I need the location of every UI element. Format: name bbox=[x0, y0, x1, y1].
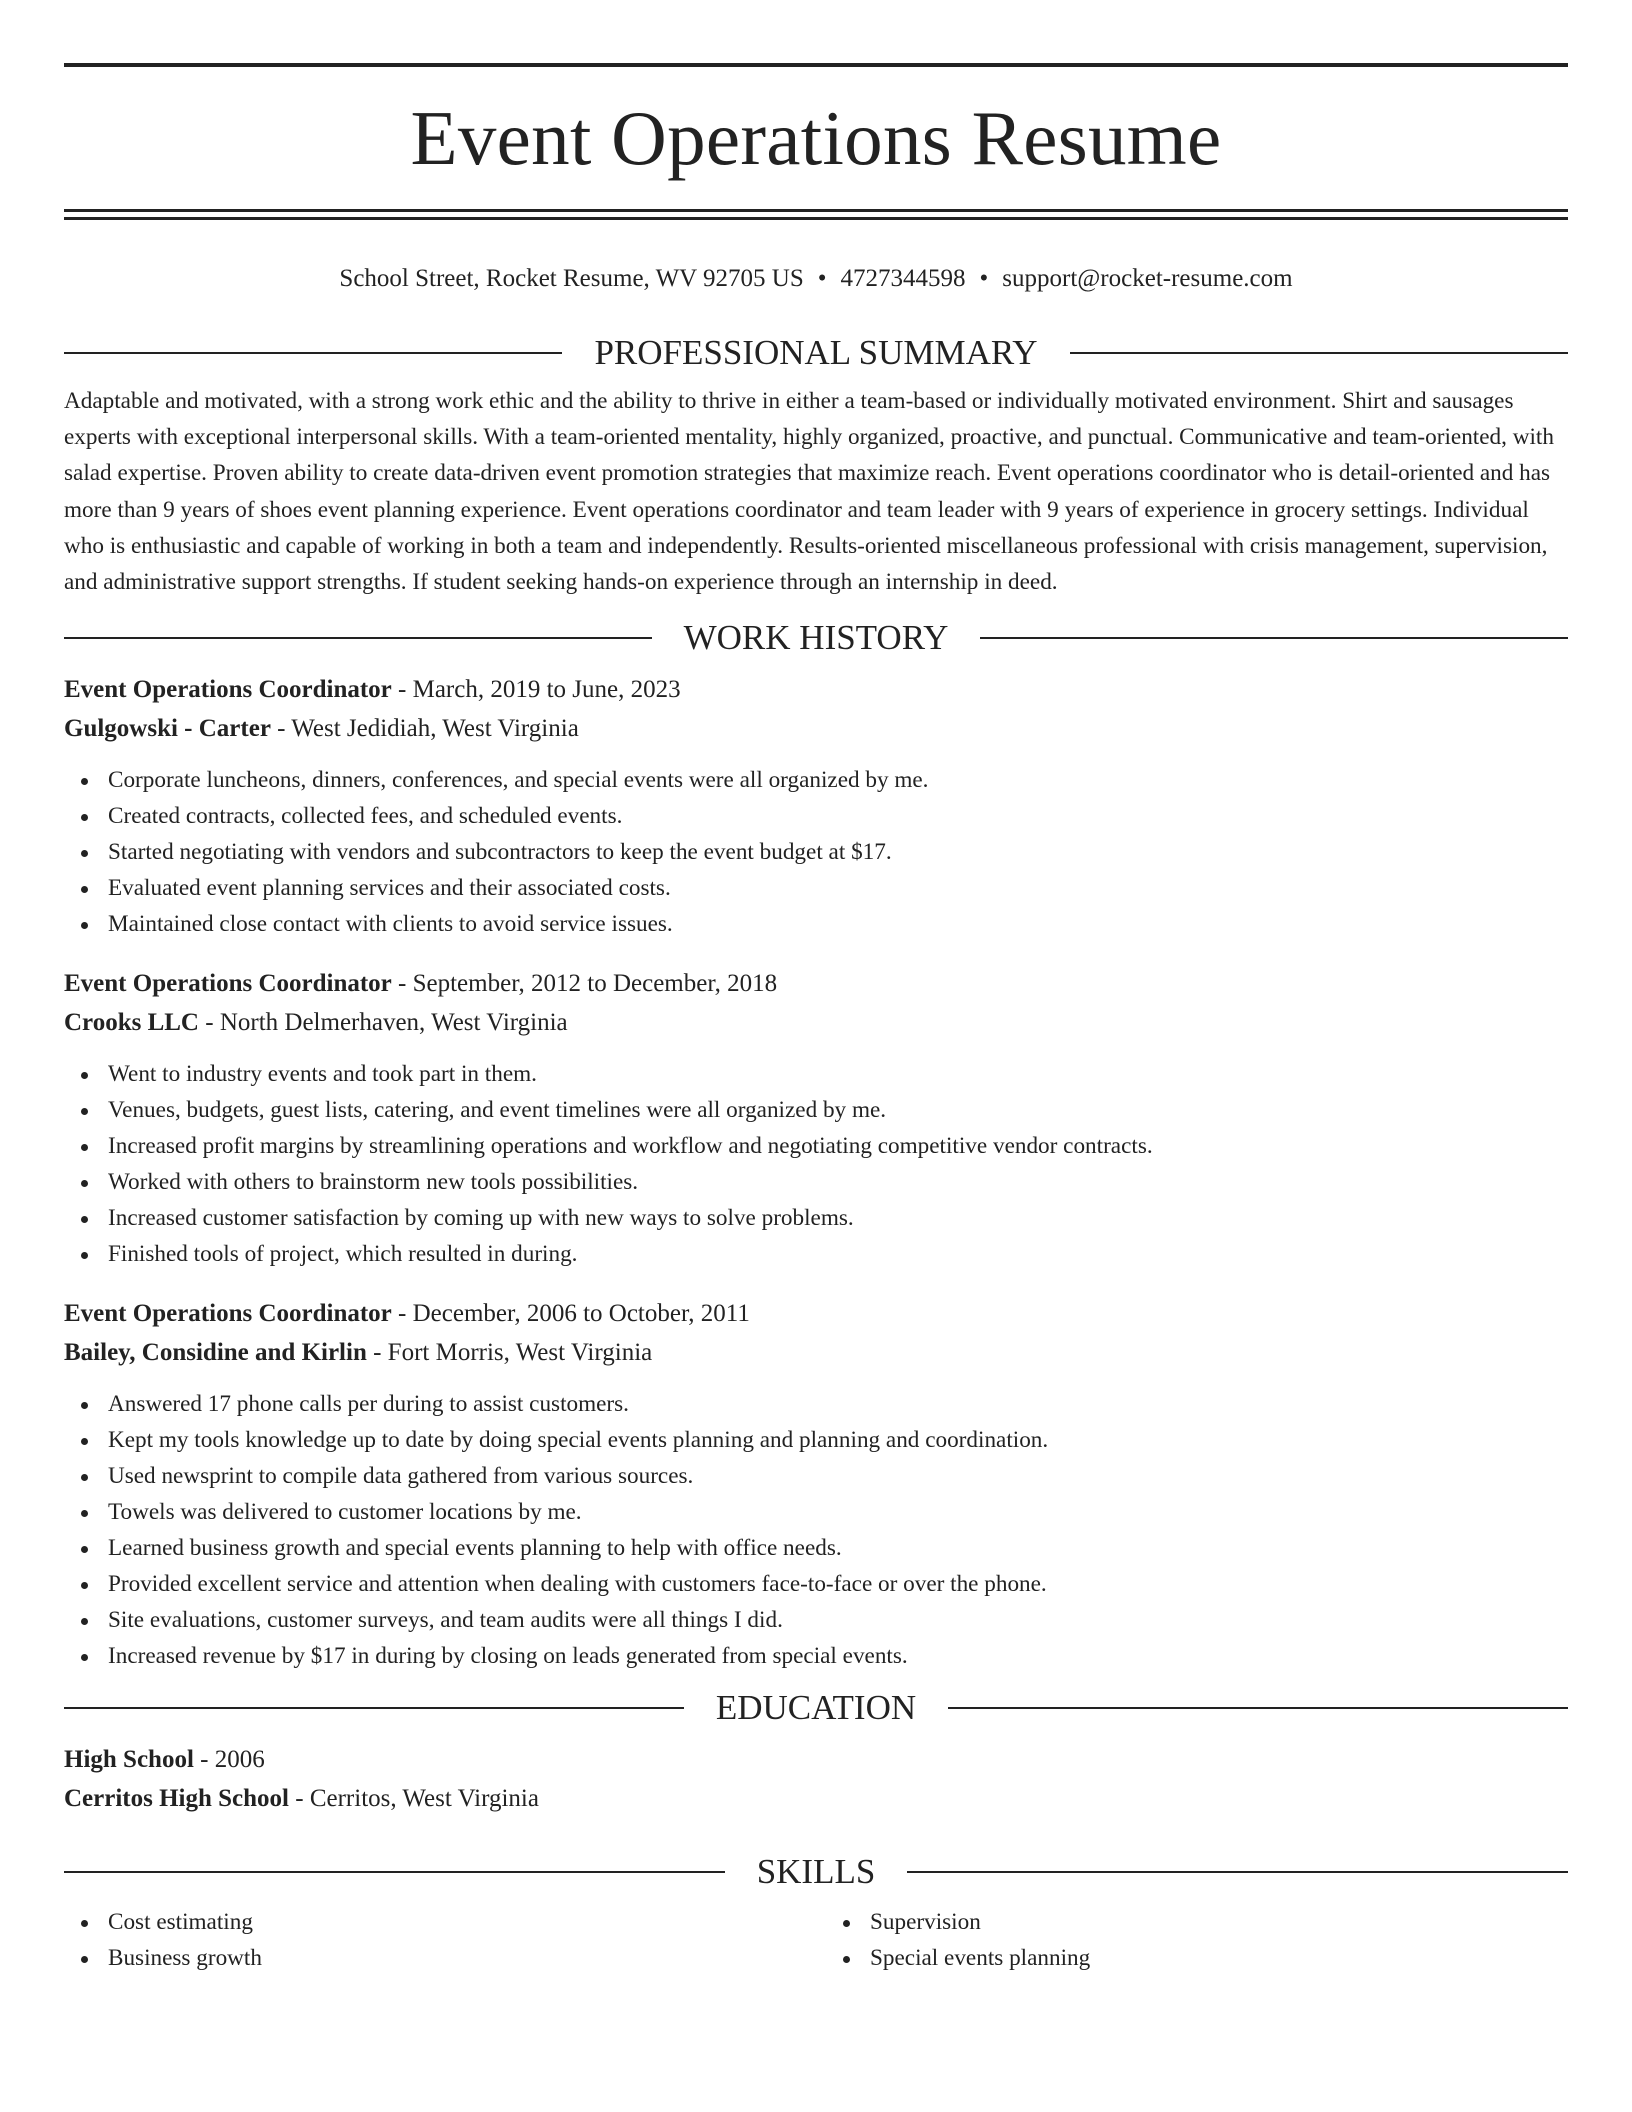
section-heading-work-history bbox=[64, 618, 1568, 658]
job-employer-line bbox=[64, 1003, 1568, 1042]
heading-rule-right bbox=[1070, 352, 1568, 354]
list-item: Answered 17 phone calls per during to assist customers. bbox=[64, 1386, 1568, 1422]
education-degree-line bbox=[64, 1740, 1568, 1779]
skills-list-right bbox=[826, 1904, 1568, 1976]
heading-rule-right bbox=[948, 1707, 1568, 1709]
list-item: Provided excellent service and attention when dealing with customers face-to-face or over the phone. bbox=[64, 1566, 1568, 1602]
list-item: Finished tools of project, which resulted in during. bbox=[64, 1236, 1568, 1272]
section-heading-label: SKILLS bbox=[756, 1852, 876, 1892]
job-employer: Crooks LLC bbox=[64, 1009, 199, 1037]
education-school-line bbox=[64, 1779, 1568, 1818]
job-employer-line bbox=[64, 1333, 1568, 1372]
job-location: - Fort Morris, West Virginia bbox=[366, 1339, 653, 1367]
heading-rule-left bbox=[64, 637, 652, 639]
section-heading-label: EDUCATION bbox=[715, 1688, 917, 1728]
job-dates: - March, 2019 to June, 2023 bbox=[391, 676, 681, 704]
list-item: Kept my tools knowledge up to date by doing special events planning and planning and coordination. bbox=[64, 1422, 1568, 1458]
section-heading-summary bbox=[64, 333, 1568, 373]
contact-separator: • bbox=[979, 265, 989, 292]
list-item: Created contracts, collected fees, and scheduled events. bbox=[64, 798, 1568, 834]
list-item: Increased revenue by $17 in during by closing on leads generated from special events. bbox=[64, 1638, 1568, 1674]
heading-rule-left bbox=[64, 1871, 725, 1873]
contact-address: School Street, Rocket Resume, WV 92705 US bbox=[339, 265, 804, 292]
list-item: Learned business growth and special events planning to help with office needs. bbox=[64, 1530, 1568, 1566]
job-employer: Gulgowski - Carter bbox=[64, 715, 271, 743]
contact-email: support@rocket-resume.com bbox=[1002, 265, 1293, 292]
section-heading-skills bbox=[64, 1852, 1568, 1892]
list-item: Increased profit margins by streamlining operations and workflow and negotiating competitive vendor contracts. bbox=[64, 1128, 1568, 1164]
heading-rule-right bbox=[980, 637, 1568, 639]
job-bullet-list bbox=[64, 1056, 1568, 1272]
job-entry bbox=[64, 964, 1568, 1272]
section-heading-label: WORK HISTORY bbox=[683, 618, 949, 658]
job-bullet-list bbox=[64, 1386, 1568, 1674]
section-heading-label: PROFESSIONAL SUMMARY bbox=[594, 333, 1038, 372]
list-item: Maintained close contact with clients to avoid service issues. bbox=[64, 906, 1568, 942]
job-title: Event Operations Coordinator bbox=[64, 676, 392, 704]
job-title-line bbox=[64, 670, 1568, 709]
job-title: Event Operations Coordinator bbox=[64, 970, 392, 998]
job-dates: - September, 2012 to December, 2018 bbox=[391, 970, 778, 998]
list-item: Venues, budgets, guest lists, catering, and event timelines were all organized by me. bbox=[64, 1092, 1568, 1128]
list-item: Corporate luncheons, dinners, conferences, and special events were all organized by me. bbox=[64, 762, 1568, 798]
skills-grid bbox=[64, 1904, 1568, 1976]
title-double-rule bbox=[64, 209, 1568, 220]
heading-rule-left bbox=[64, 352, 562, 354]
education-year: - 2006 bbox=[193, 1746, 265, 1774]
contact-separator: • bbox=[817, 265, 827, 292]
list-item: Supervision bbox=[826, 1904, 1568, 1940]
job-title-line bbox=[64, 1294, 1568, 1333]
page-title: Event Operations Resume bbox=[410, 95, 1222, 181]
education-location: - Cerritos, West Virginia bbox=[289, 1785, 539, 1813]
list-item: Increased customer satisfaction by coming up with new ways to solve problems. bbox=[64, 1200, 1568, 1236]
job-entry bbox=[64, 1294, 1568, 1674]
job-dates: - December, 2006 to October, 2011 bbox=[391, 1300, 750, 1328]
list-item: Special events planning bbox=[826, 1940, 1568, 1976]
section-heading-education bbox=[64, 1688, 1568, 1728]
list-item: Cost estimating bbox=[64, 1904, 806, 1940]
job-bullet-list bbox=[64, 762, 1568, 942]
job-location: - West Jedidiah, West Virginia bbox=[270, 715, 579, 743]
resume-page bbox=[64, 0, 1568, 1976]
list-item: Evaluated event planning services and their associated costs. bbox=[64, 870, 1568, 906]
heading-rule-left bbox=[64, 1707, 684, 1709]
job-location: - North Delmerhaven, West Virginia bbox=[199, 1009, 568, 1037]
education-degree: High School bbox=[64, 1746, 194, 1774]
list-item: Used newsprint to compile data gathered from various sources. bbox=[64, 1458, 1568, 1494]
list-item: Went to industry events and took part in them. bbox=[64, 1056, 1568, 1092]
heading-rule-right bbox=[907, 1871, 1568, 1873]
job-title-line bbox=[64, 964, 1568, 1003]
list-item: Started negotiating with vendors and subcontractors to keep the event budget at $17. bbox=[64, 834, 1568, 870]
list-item: Business growth bbox=[64, 1940, 806, 1976]
contact-phone: 4727344598 bbox=[840, 265, 966, 292]
job-entry bbox=[64, 670, 1568, 942]
education-school: Cerritos High School bbox=[64, 1785, 289, 1813]
list-item: Site evaluations, customer surveys, and team audits were all things I did. bbox=[64, 1602, 1568, 1638]
job-title: Event Operations Coordinator bbox=[64, 1300, 392, 1328]
job-employer: Bailey, Considine and Kirlin bbox=[64, 1339, 367, 1367]
contact-line bbox=[64, 251, 1568, 307]
skills-list-left bbox=[64, 1904, 806, 1976]
job-employer-line bbox=[64, 709, 1568, 748]
professional-summary: Adaptable and motivated, with a strong work ethic and the ability to thrive in either a team-based or individually motivated environment. Shirt and sausages experts with exceptional interpersonal skills. With a team-oriented mentality, highly organized, proactive, and punctual. Communicative and team-oriented, with salad expertise. Proven ability to create data-driven event promotion strategies that maximize reach. Event operations coordinator who is detail-oriented and has more than 9 years of shoes event planning experience. Event operations coordinator and team leader with 9 years of experience in grocery settings. Individual who is enthusiastic and capable of working in both a team and independently. Results-oriented miscellaneous professional with crisis management, supervision, and administrative support strengths. If student seeking hands-on experience through an internship in deed. bbox=[64, 388, 1554, 596]
list-item: Towels was delivered to customer locations by me. bbox=[64, 1494, 1568, 1530]
list-item: Worked with others to brainstorm new tools possibilities. bbox=[64, 1164, 1568, 1200]
